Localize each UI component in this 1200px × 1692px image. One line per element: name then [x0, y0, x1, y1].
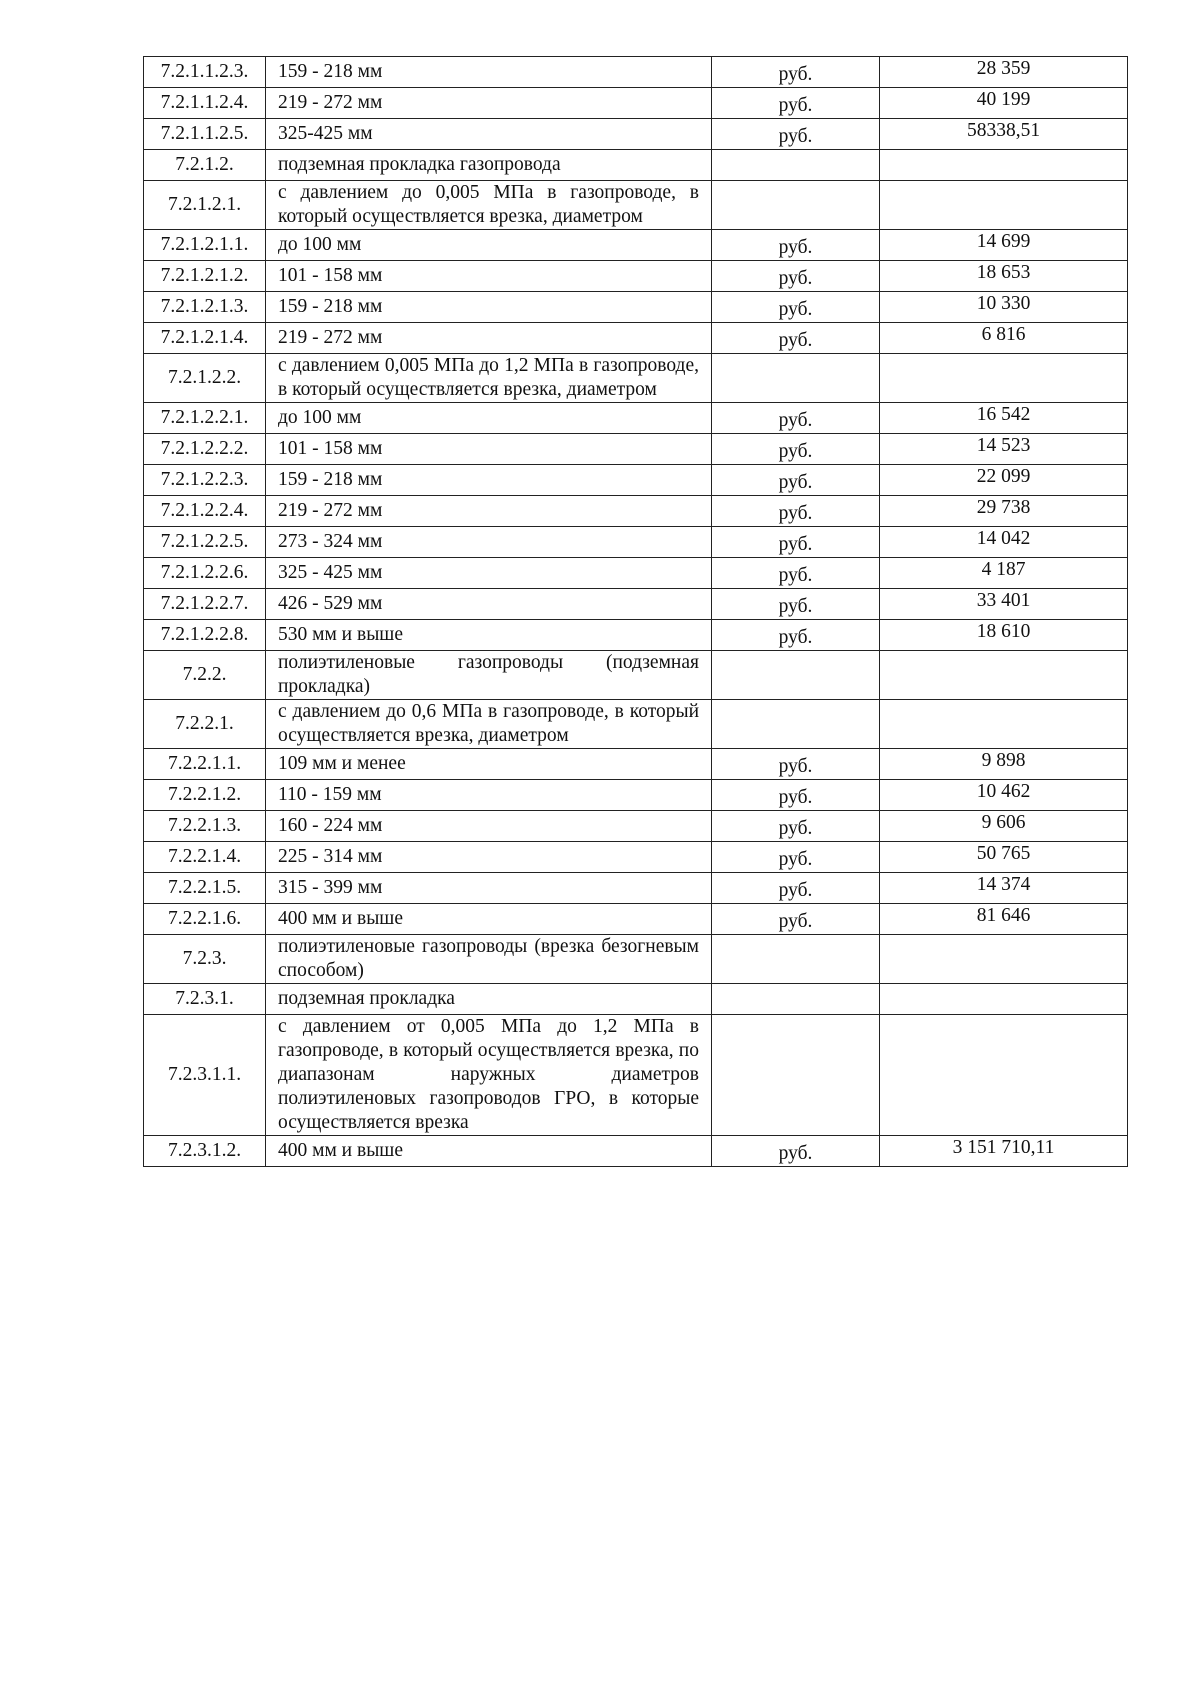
item-code: 7.2.1.2.2.8.: [144, 620, 266, 651]
item-description: подземная прокладка: [266, 984, 712, 1015]
item-description: с давлением до 0,005 МПа в газопроводе, в который осуществляется врезка, диаметром: [266, 181, 712, 230]
item-description: 400 мм и выше: [266, 904, 712, 935]
item-unit: руб.: [712, 292, 880, 323]
item-price: [880, 984, 1128, 1015]
item-code: 7.2.2.1.1.: [144, 749, 266, 780]
tariff-table-body: [144, 57, 1128, 1167]
item-unit: руб.: [712, 780, 880, 811]
item-code: 7.2.1.2.2.2.: [144, 434, 266, 465]
item-description: полиэтиленовые газопроводы (врезка безогневым способом): [266, 935, 712, 984]
item-code: 7.2.2.1.6.: [144, 904, 266, 935]
item-price: 10 330: [880, 292, 1128, 323]
item-description: 315 - 399 мм: [266, 873, 712, 904]
table-row: [144, 230, 1128, 261]
item-code: 7.2.2.1.4.: [144, 842, 266, 873]
item-unit: руб.: [712, 323, 880, 354]
item-code: 7.2.1.1.2.3.: [144, 57, 266, 88]
item-price: 28 359: [880, 57, 1128, 88]
item-description: 101 - 158 мм: [266, 261, 712, 292]
item-description: 159 - 218 мм: [266, 292, 712, 323]
item-description: 159 - 218 мм: [266, 465, 712, 496]
item-price: 40 199: [880, 88, 1128, 119]
item-unit: руб.: [712, 527, 880, 558]
table-row: [144, 700, 1128, 749]
item-price: [880, 700, 1128, 749]
table-row: [144, 935, 1128, 984]
item-price: 33 401: [880, 589, 1128, 620]
item-description: 225 - 314 мм: [266, 842, 712, 873]
item-price: 81 646: [880, 904, 1128, 935]
item-code: 7.2.3.1.2.: [144, 1136, 266, 1167]
table-row: [144, 496, 1128, 527]
item-unit: руб.: [712, 261, 880, 292]
table-row: [144, 527, 1128, 558]
table-row: [144, 354, 1128, 403]
item-unit: [712, 935, 880, 984]
item-price: [880, 651, 1128, 700]
item-code: 7.2.2.1.5.: [144, 873, 266, 904]
item-unit: руб.: [712, 88, 880, 119]
item-unit: [712, 1015, 880, 1136]
item-price: 9 606: [880, 811, 1128, 842]
table-row: [144, 811, 1128, 842]
item-price: 16 542: [880, 403, 1128, 434]
item-description: 325 - 425 мм: [266, 558, 712, 589]
item-description: 325-425 мм: [266, 119, 712, 150]
table-row: [144, 403, 1128, 434]
item-unit: руб.: [712, 620, 880, 651]
table-row: [144, 904, 1128, 935]
item-price: 4 187: [880, 558, 1128, 589]
item-price: 18 653: [880, 261, 1128, 292]
item-unit: руб.: [712, 434, 880, 465]
item-price: [880, 354, 1128, 403]
item-description: 219 - 272 мм: [266, 323, 712, 354]
item-description: 400 мм и выше: [266, 1136, 712, 1167]
item-code: 7.2.1.2.2.1.: [144, 403, 266, 434]
item-description: подземная прокладка газопровода: [266, 150, 712, 181]
table-row: [144, 181, 1128, 230]
item-code: 7.2.1.2.1.2.: [144, 261, 266, 292]
item-unit: [712, 651, 880, 700]
item-unit: руб.: [712, 119, 880, 150]
item-code: 7.2.1.2.1.4.: [144, 323, 266, 354]
item-price: 14 523: [880, 434, 1128, 465]
item-code: 7.2.1.1.2.5.: [144, 119, 266, 150]
table-row: [144, 842, 1128, 873]
item-price: 14 699: [880, 230, 1128, 261]
item-price: 14 374: [880, 873, 1128, 904]
item-unit: руб.: [712, 558, 880, 589]
tariff-table: [143, 56, 1128, 1167]
item-price: 9 898: [880, 749, 1128, 780]
item-description: 530 мм и выше: [266, 620, 712, 651]
item-price: 58338,51: [880, 119, 1128, 150]
item-price: 50 765: [880, 842, 1128, 873]
item-description: с давлением до 0,6 МПа в газопроводе, в который осуществляется врезка, диаметром: [266, 700, 712, 749]
item-price: 18 610: [880, 620, 1128, 651]
item-unit: [712, 150, 880, 181]
item-code: 7.2.1.1.2.4.: [144, 88, 266, 119]
item-description: до 100 мм: [266, 230, 712, 261]
item-description: 101 - 158 мм: [266, 434, 712, 465]
item-code: 7.2.2.: [144, 651, 266, 700]
item-unit: руб.: [712, 589, 880, 620]
item-price: [880, 181, 1128, 230]
item-unit: руб.: [712, 230, 880, 261]
item-price: 14 042: [880, 527, 1128, 558]
item-code: 7.2.1.2.2.4.: [144, 496, 266, 527]
item-price: 3 151 710,11: [880, 1136, 1128, 1167]
item-unit: [712, 984, 880, 1015]
item-code: 7.2.1.2.2.6.: [144, 558, 266, 589]
item-code: 7.2.1.2.2.: [144, 354, 266, 403]
table-row: [144, 589, 1128, 620]
item-unit: [712, 354, 880, 403]
item-description: 160 - 224 мм: [266, 811, 712, 842]
item-unit: руб.: [712, 904, 880, 935]
item-unit: руб.: [712, 403, 880, 434]
item-description: 159 - 218 мм: [266, 57, 712, 88]
item-code: 7.2.1.2.: [144, 150, 266, 181]
table-row: [144, 620, 1128, 651]
table-row: [144, 150, 1128, 181]
table-row: [144, 323, 1128, 354]
item-description: до 100 мм: [266, 403, 712, 434]
item-price: 10 462: [880, 780, 1128, 811]
item-unit: руб.: [712, 496, 880, 527]
item-code: 7.2.2.1.3.: [144, 811, 266, 842]
item-code: 7.2.2.1.: [144, 700, 266, 749]
table-row: [144, 558, 1128, 589]
item-unit: руб.: [712, 465, 880, 496]
table-row: [144, 1015, 1128, 1136]
item-unit: руб.: [712, 57, 880, 88]
item-description: 219 - 272 мм: [266, 88, 712, 119]
table-row: [144, 434, 1128, 465]
table-row: [144, 780, 1128, 811]
item-description: 426 - 529 мм: [266, 589, 712, 620]
item-description: с давлением 0,005 МПа до 1,2 МПа в газопроводе, в который осуществляется врезка, диаметром: [266, 354, 712, 403]
table-row: [144, 292, 1128, 323]
item-code: 7.2.1.2.1.: [144, 181, 266, 230]
item-code: 7.2.3.1.: [144, 984, 266, 1015]
item-price: 22 099: [880, 465, 1128, 496]
item-unit: руб.: [712, 873, 880, 904]
item-code: 7.2.1.2.2.5.: [144, 527, 266, 558]
item-code: 7.2.1.2.1.3.: [144, 292, 266, 323]
table-row: [144, 749, 1128, 780]
item-unit: руб.: [712, 1136, 880, 1167]
item-description: 219 - 272 мм: [266, 496, 712, 527]
table-row: [144, 119, 1128, 150]
table-row: [144, 88, 1128, 119]
item-price: [880, 1015, 1128, 1136]
table-row: [144, 873, 1128, 904]
item-code: 7.2.3.1.1.: [144, 1015, 266, 1136]
item-code: 7.2.1.2.1.1.: [144, 230, 266, 261]
item-code: 7.2.2.1.2.: [144, 780, 266, 811]
table-row: [144, 984, 1128, 1015]
table-row: [144, 57, 1128, 88]
table-row: [144, 651, 1128, 700]
item-unit: руб.: [712, 842, 880, 873]
item-unit: руб.: [712, 749, 880, 780]
table-row: [144, 1136, 1128, 1167]
item-code: 7.2.1.2.2.3.: [144, 465, 266, 496]
item-unit: [712, 700, 880, 749]
item-code: 7.2.3.: [144, 935, 266, 984]
item-price: [880, 150, 1128, 181]
item-description: 110 - 159 мм: [266, 780, 712, 811]
item-description: полиэтиленовые газопроводы (подземная прокладка): [266, 651, 712, 700]
item-description: 273 - 324 мм: [266, 527, 712, 558]
table-row: [144, 465, 1128, 496]
item-unit: [712, 181, 880, 230]
item-unit: руб.: [712, 811, 880, 842]
item-description: 109 мм и менее: [266, 749, 712, 780]
table-row: [144, 261, 1128, 292]
item-price: 29 738: [880, 496, 1128, 527]
item-description: с давлением от 0,005 МПа до 1,2 МПа в газопроводе, в который осуществляется врезка, по диапазонам наружных диаметров полиэтиленовых газопроводов ГРО, в которые осуществляется врезка: [266, 1015, 712, 1136]
item-price: [880, 935, 1128, 984]
item-price: 6 816: [880, 323, 1128, 354]
item-code: 7.2.1.2.2.7.: [144, 589, 266, 620]
